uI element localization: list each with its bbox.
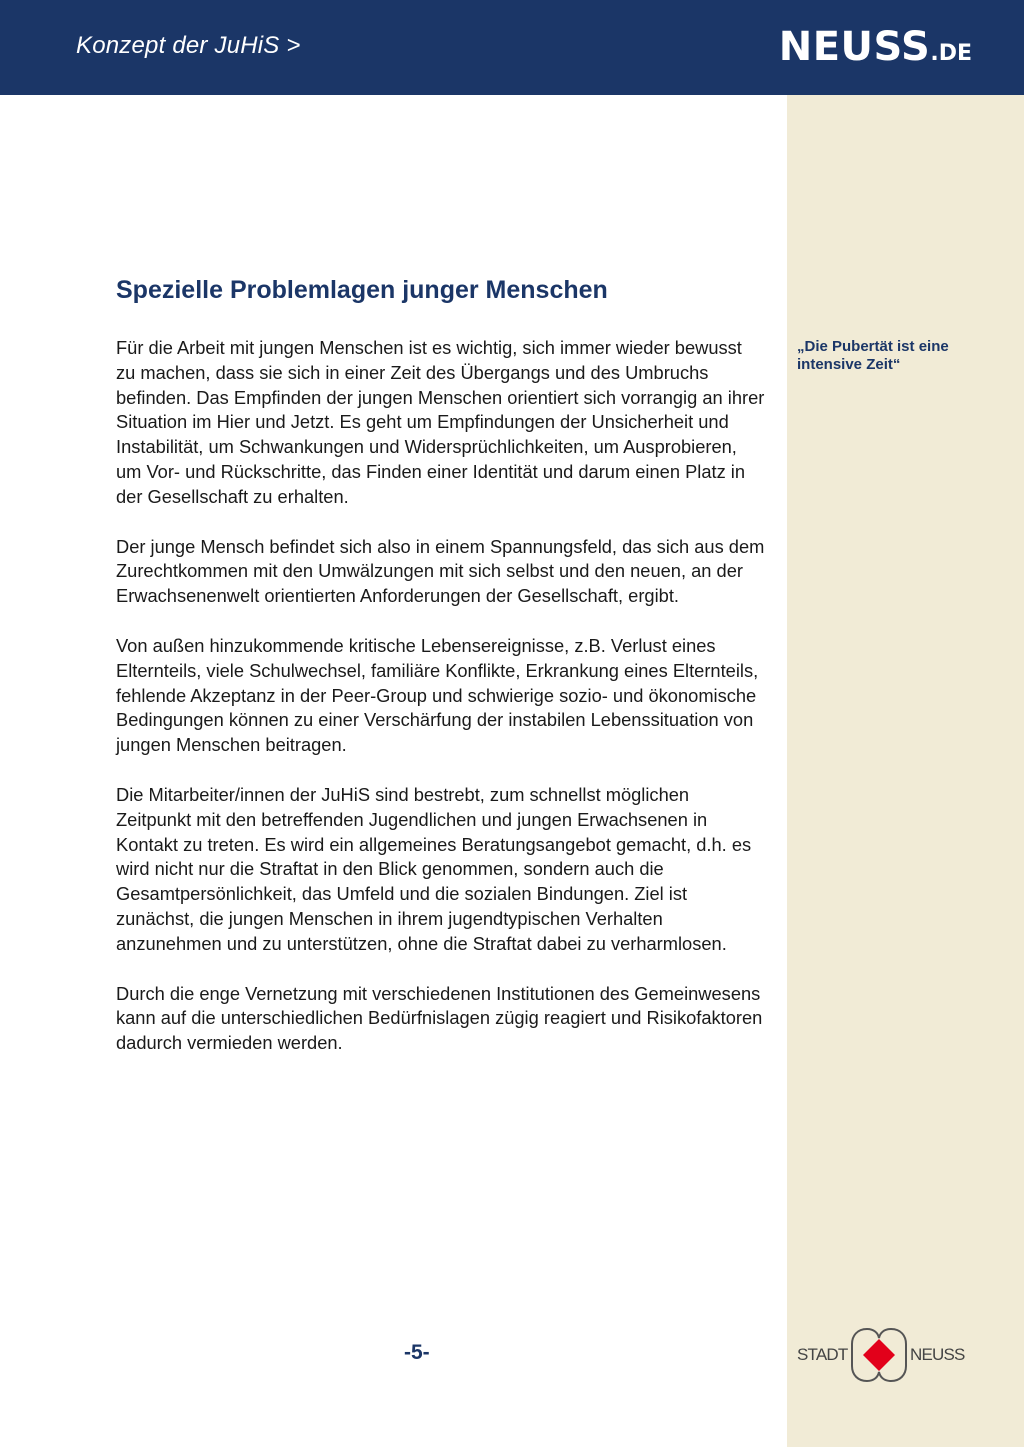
header-bar	[0, 0, 1024, 95]
paragraph-2: Der junge Mensch befindet sich also in einem Spannungsfeld, das sich aus dem Zurechtkommen mit den Umwälzungen mit sich selbst und den neuen, an der Erwachsenenwelt orientierten Anforderungen der Gesellschaft, ergibt.	[116, 535, 765, 607]
brand-logo[interactable]	[779, 24, 972, 70]
paragraph-1: Für die Arbeit mit jungen Menschen ist es wichtig, sich immer wieder bewusst zu machen, dass sie sich in einer Zeit des Übergangs und des Umbruchs befinden. Das Empfinden der jungen Menschen orientiert sich vorrangig an ihrer Situation im Hier und Jetzt. Es geht um Empfindungen der Unsicherheit und Instabilität, um Schwankungen und Widersprüchlichkeiten, um Ausprobieren, um Vor- und Rückschritte, das Finden einer Identität und darum einen Platz in der Gesellschaft zu erhalten.	[116, 337, 765, 507]
brand-main: NEUSS	[778, 24, 931, 70]
sidebar	[787, 95, 1024, 1447]
paragraph-4: Die Mitarbeiter/innen der JuHiS sind bestrebt, zum schnellst möglichen Zeitpunkt mit den betreffenden Jugendlichen und jungen Erwachsenen in Kontakt zu treten. Es wird ein allgemeines Beratungsangebot gemacht, d.h. es wird nicht nur die Straftat in den Blick genommen, sondern auch die Gesamtpersönlichkeit, das Umfeld und die sozialen Bindungen. Ziel ist zunächst, die jungen Menschen in ihrem jugendtypischen Verhalten anzunehmen und zu unterstützen, ohne die Straftat dabei zu verharmlosen.	[116, 783, 752, 954]
stadt-neuss-logo	[797, 1325, 977, 1385]
main-content	[116, 275, 766, 1081]
paragraph-3: Von außen hinzukommende kritische Lebensereignisse, z.B. Verlust eines Elternteils, viele Schulwechsel, familiäre Konflikte, Erkrankung eines Elternteils, fehlende Akzeptanz in der Peer-Group und schwierige sozio- und ökonomische Bedingungen können zu einer Verschärfung der instabilen Lebenssituation von jungen Menschen beitragen.	[116, 634, 759, 756]
brand-suffix: .DE	[930, 41, 972, 66]
page-heading: Spezielle Problemlagen junger Menschen	[116, 276, 608, 304]
logo-text-stadt: STADT	[797, 1345, 848, 1364]
page-number: -5-	[404, 1341, 430, 1364]
logo-text-neuss: NEUSS	[910, 1345, 965, 1364]
header-title: Konzept der JuHiS >	[76, 32, 301, 59]
city-emblem-icon	[849, 1326, 909, 1384]
sidebar-quote: „Die Pubertät ist eine intensive Zeit“	[797, 338, 949, 373]
paragraph-5: Durch die enge Vernetzung mit verschiedenen Institutionen des Gemeinwesens kann auf die unterschiedlichen Bedürfnislagen zügig reagiert und Risikofaktoren dadurch vermieden werden.	[116, 982, 763, 1054]
